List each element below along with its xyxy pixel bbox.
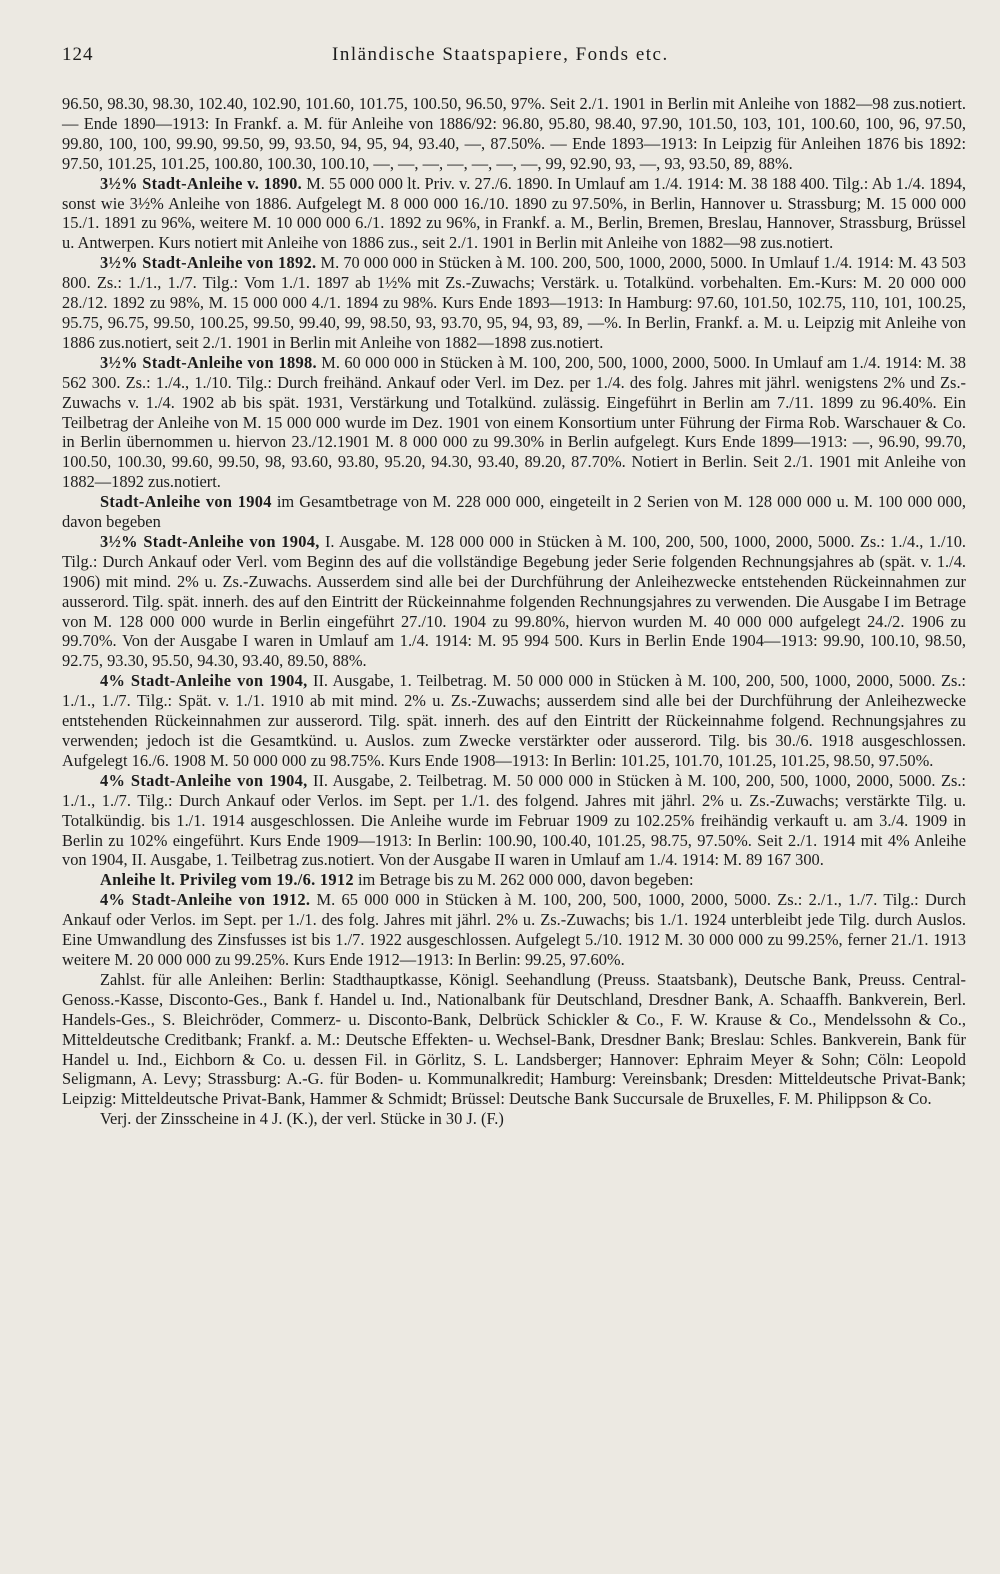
document-body bbox=[62, 94, 966, 1129]
paragraph-text: II. Ausgabe, 1. Teilbetrag. M. 50 000 000 in Stücken à M. 100, 200, 500, 1000, 2000, 5000. Zs.: 1./1., 1./7. Tilg.: Spät. v. 1./1. 1910 ab mit mind. 2% u. Zs.-Zuwachs; ausserdem sind alle bei der Durchführung der Anleihezwecke entstehenden Rückeinnahmen zur ausserord. Tilg. spät. innerh. des auf den Eintritt der Rückeinnahme folgend. Rechnungsjahres zu verwenden; jedoch ist die Gesamtkünd. u. Auslos. zum Zwecke verstärkter oder ausserord. Tilg. bis 30./6. 1918 ausgeschlossen. Aufgelegt 16./6. 1908 M. 50 000 000 zu 98.75%. Kurs Ende 1908—1913: In Berlin: 101.25, 101.70, 101.25, 101.25, 98.50, 97.50%. bbox=[62, 671, 966, 770]
paragraph bbox=[62, 253, 966, 353]
paragraph bbox=[62, 970, 966, 1109]
paragraph-text: im Betrage bis zu M. 262 000 000, davon begeben: bbox=[353, 870, 694, 890]
bond-heading: 3½% Stadt-Anleihe v. 1890. bbox=[100, 173, 303, 193]
paragraph-text: M. 55 000 000 lt. Priv. v. 27./6. 1890. In Umlauf am 1./4. 1914: M. 38 188 400. Tilg.: Ab 1./4. 1894, sonst wie 3½% Anleihe von 1886. Aufgelegt M. 8 000 000 16./10. 1890 zu 97.50%, in Berlin, Hannover u. Strassburg; M. 15 000 000 15./1. 1891 zu 96%, weitere M. 10 000 000 6./1. 1892 zu 96%, in Frankf. a. M., Berlin, Bremen, Breslau, Hannover, Strassburg, Brüssel u. Antwerpen. Kurs notiert mit Anleihe von 1886 zus., seit 2./1. 1901 in Berlin mit Anleihe von 1882—98 zus.notiert. bbox=[62, 173, 966, 253]
paragraph-text: II. Ausgabe, 2. Teilbetrag. M. 50 000 000 in Stücken à M. 100, 200, 500, 1000, 2000, 5000. Zs.: 1./1., 1./7. Tilg.: Durch Ankauf oder Verlos. im Sept. per 1./1. des folgend. Jahres mit jährl. 2% u. Zs.-Zuwachs; verstärkte Tilg. u. Totalkündig. bis 1./1. 1914 ausgeschlossen. Die Anleihe wurde im Februar 1909 zu 102.25% freihändig verkauft u. am 3./4. 1909 in Berlin zu 102% eingeführt. Kurs Ende 1909—1913: In Berlin: 100.90, 100.40, 101.25, 98.75, 97.50%. Seit 2./1. 1914 mit 4% Anleihe von 1904, II. Ausgabe, 1. Teilbetrag zus.notiert. Von der Ausgabe II waren in Umlauf am 1./4. 1914: M. 89 167 300. bbox=[62, 770, 966, 870]
page-header bbox=[62, 44, 966, 70]
paragraph bbox=[62, 492, 966, 532]
paragraph-text: I. Ausgabe. M. 128 000 000 in Stücken à M. 100, 200, 500, 1000, 2000, 5000. Zs.: 1./4., 1./10. Tilg.: Durch Ankauf oder Verl. vom Beginn des auf die vollständige Begebung jeder Serie folgenden Rechnungsjahres ab (spät. v. 1./4. 1906) mit mind. 2% u. Zs.-Zuwachs. Ausserdem sind alle bei der Durchführung der Anleihezwecke entstehenden Rückeinnahmen zur ausserord. Tilg. spät. innerh. des auf den Eintritt der Rückeinnahme folgenden Rechnungsjahres zu verwenden. Die Ausgabe I im Betrage von M. 128 000 000 wurde in Berlin eingeführt 27./10. 1904 zu 99.80%, hiervon wurden M. 40 000 000 aufgelegt 24./2. 1906 zu 99.70%. Von der Ausgabe I waren in Umlauf am 1./4. 1914: M. 95 994 500. Kurs in Berlin Ende 1904—1913: 99.90, 100.10, 98.50, 92.75, 93.30, 95.50, 94.30, 93.40, 89.50, 88%. bbox=[62, 531, 966, 671]
paragraph-text: Zahlst. für alle Anleihen: Berlin: Stadthauptkasse, Königl. Seehandlung (Preuss. Staatsbank), Deutsche Bank, Preuss. Central-Genoss.-Kasse, Disconto-Ges., Bank f. Handel u. Ind., Nationalbank für Deutschland, Dresdner Bank, A. Schaaffh. Bankverein, Berl. Handels-Ges., S. Bleichröder, Commerz- u. Disconto-Bank, Delbrück Schickler & Co., F. W. Krause & Co., Mendelssohn & Co., Mitteldeutsche Creditbank; Frankf. a. M.: Deutsche Effekten- u. Wechsel-Bank, Dresdner Bank; Breslau: Schles. Bankverein, Bank für Handel u. Ind., Eichborn & Co. u. dessen Fil. in Görlitz, S. L. Landsberger; Hannover: Ephraim Meyer & Sohn; Cöln: Leopold Seligmann, A. Levy; Strassburg: A.-G. für Boden- u. Kommunalkredit; Hamburg: Vereinsbank; Dresden: Mitteldeutsche Privat-Bank; Leipzig: Mitteldeutsche Privat-Bank, Hammer & Schmidt; Brüssel: Deutsche Bank Succursale de Bruxelles, F. M. Philippson & Co. bbox=[62, 969, 966, 1109]
paragraph-text: M. 70 000 000 in Stücken à M. 100. 200, 500, 1000, 2000, 5000. In Umlauf 1./4. 1914: M. 43 503 800. Zs.: 1./1., 1./7. Tilg.: Vom 1./1. 1897 ab 1½% mit Zs.-Zuwachs; Verstärk. u. Totalkünd. vorbehalten. Em.-Kurs: M. 20 000 000 28./12. 1892 zu 98%, M. 15 000 000 4./1. 1894 zu 98%. Kurs Ende 1893—1913: In Hamburg: 97.60, 101.50, 102.75, 110, 101, 100.25, 95.75, 96.75, 99.50, 100.25, 99.50, 99.40, 99, 98.50, 93, 93.70, 95, 94, 93, 89, —%. In Berlin, Frankf. a. M. u. Leipzig mit Anleihe von 1886 zus.notiert, seit 2./1. 1901 in Berlin mit Anleihe von 1882—1898 zus.notiert. bbox=[62, 253, 966, 352]
paragraph-text: 96.50, 98.30, 98.30, 102.40, 102.90, 101.60, 101.75, 100.50, 96.50, 97%. Seit 2./1. 1901 in Berlin mit Anleihe von 1882—98 zus.notiert. — Ende 1890—1913: In Frankf. a. M. für Anleihe von 1886/92: 96.80, 95.80, 98.40, 97.90, 101.50, 103, 101, 100.60, 100, 96, 97.50, 99.80, 100, 100, 99.90, 99.50, 99, 93.50, 94, 95, 94, 93.40, —, 87.50%. — Ende 1893—1913: In Leipzig für Anleihen 1876 bis 1892: 97.50, 101.25, 101.25, 100.80, 100.30, 100.10, —, —, —, —, —, —, —, 99, 92.90, 93, —, 93, 93.50, 89, 88%. bbox=[62, 94, 966, 173]
bond-heading: 3½% Stadt-Anleihe von 1904, bbox=[100, 531, 320, 551]
paragraph bbox=[62, 1109, 966, 1129]
paragraph-text: im Gesamtbetrage von M. 228 000 000, eingeteilt in 2 Serien von M. 128 000 000 u. M. 100 000 000, davon begeben bbox=[62, 492, 966, 532]
paragraph-text: M. 60 000 000 in Stücken à M. 100, 200, 500, 1000, 2000, 5000. In Umlauf am 1./4. 1914: M. 38 562 300. Zs.: 1./4., 1./10. Tilg.: Durch freihänd. Ankauf oder Verl. im Dez. per 1./4. des folg. Jahres mit jährl. wenigstens 2% und Zs.-Zuwachs v. 1./4. 1902 ab bis spät. 1931, Verstärkung und Totalkünd. zulässig. Eingeführt in Berlin am 7./11. 1899 zu 96.40%. Ein Teilbetrag der Anleihe von M. 15 000 000 wurde im Dez. 1901 von einem Konsortium unter Führung der Firma Rob. Warschauer & Co. in Berlin übernommen u. hiervon 23./12.1901 M. 8 000 000 zu 99.30% in Berlin aufgelegt. Kurs Ende 1899—1913: —, 96.90, 99.70, 100.50, 100.30, 99.60, 99.50, 98, 93.60, 93.80, 95.20, 94.30, 93.40, 89.20, 87.70%. Notiert in Berlin. Seit 2./1. 1901 mit Anleihe von 1882—1892 zus.notiert. bbox=[62, 352, 967, 492]
bond-heading: Stadt-Anleihe von 1904 bbox=[100, 492, 272, 512]
bond-heading: 4% Stadt-Anleihe von 1912. bbox=[100, 890, 311, 910]
bond-heading: 3½% Stadt-Anleihe von 1898. bbox=[100, 352, 317, 372]
paragraph bbox=[62, 353, 966, 492]
paragraph-text: M. 65 000 000 in Stücken à M. 100, 200, 500, 1000, 2000, 5000. Zs.: 2./1., 1./7. Tilg.: Durch Ankauf oder Verlos. im Sept. per 1./1. des folg. Jahres mit jährl. 2% u. Zs.-Zuwachs; bis 1./1. 1924 unterbleibt jede Tilg. durch Auslos. Eine Umwandlung des Zinsfusses ist bis 1./7. 1922 ausgeschlossen. Aufgelegt 5./10. 1912 M. 30 000 000 zu 99.25%, ferner 21./1. 1913 weitere M. 20 000 000 zu 99.25%. Kurs Ende 1912—1913: In Berlin: 99.25, 97.60%. bbox=[62, 890, 966, 969]
running-head: Inländische Staatspapiere, Fonds etc. bbox=[332, 44, 669, 65]
page-number: 124 bbox=[62, 44, 94, 65]
paragraph bbox=[62, 532, 966, 671]
paragraph bbox=[62, 771, 966, 871]
bond-heading: 4% Stadt-Anleihe von 1904, bbox=[100, 671, 308, 691]
paragraph bbox=[62, 870, 966, 890]
paragraph bbox=[62, 94, 966, 174]
paragraph bbox=[62, 671, 966, 771]
bond-heading: 4% Stadt-Anleihe von 1904, bbox=[100, 770, 308, 790]
paragraph bbox=[62, 174, 966, 254]
bond-heading: 3½% Stadt-Anleihe von 1892. bbox=[100, 253, 317, 273]
paragraph bbox=[62, 890, 966, 970]
paragraph-text: Verj. der Zinsscheine in 4 J. (K.), der verl. Stücke in 30 J. (F.) bbox=[100, 1109, 504, 1129]
bond-heading: Anleihe lt. Privileg vom 19./6. 1912 bbox=[100, 870, 354, 890]
